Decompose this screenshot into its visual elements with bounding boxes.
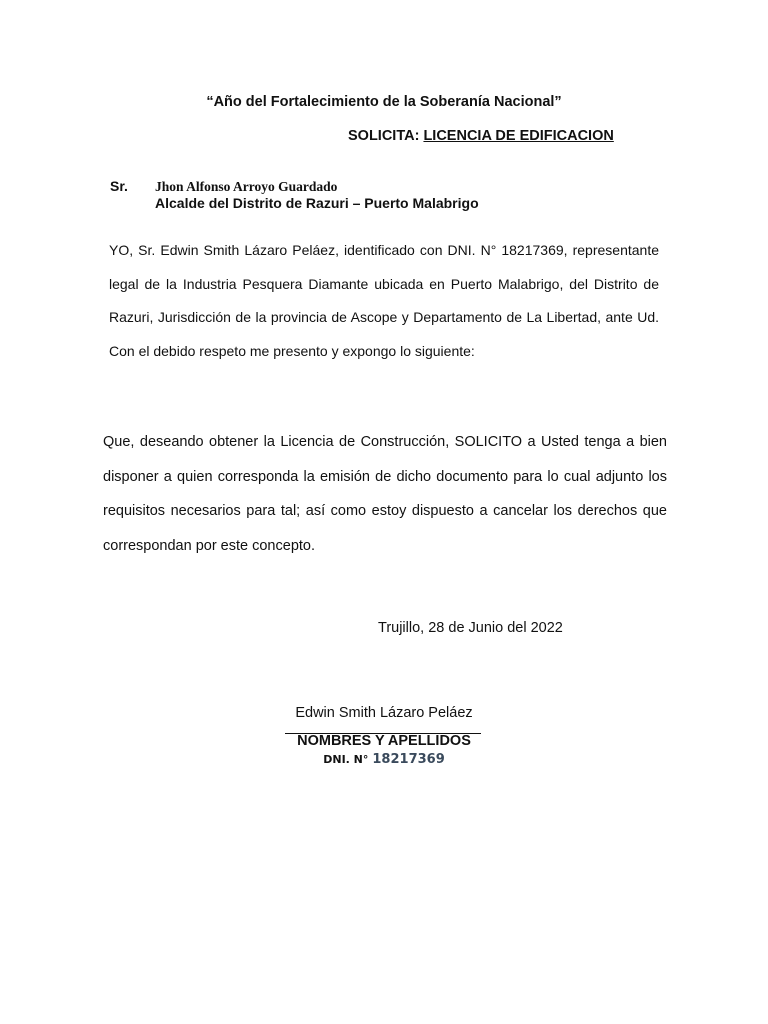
dni-number: 18217369	[372, 752, 445, 767]
solicita-value: LICENCIA DE EDIFICACION	[423, 128, 614, 144]
body-paragraph-introduction: YO, Sr. Edwin Smith Lázaro Peláez, identificado con DNI. N° 18217369, representante legal de la Industria Pesquera Diamante ubicada en Puerto Malabrigo, del Distrito de Razuri, Jurisdicción de la provincia de Ascope y Departamento de La Libertad, ante Ud. Con el debido respeto me presento y expongo lo siguiente:	[109, 242, 659, 359]
recipient-title: Alcalde del Distrito de Razuri – Puerto Malabrigo	[155, 195, 479, 211]
solicita-label: SOLICITA:	[348, 128, 420, 144]
date-line: Trujillo, 28 de Junio del 2022	[378, 620, 563, 636]
dni-label: DNI. N°	[323, 753, 369, 766]
solicita-line	[348, 128, 614, 144]
names-label: NOMBRES Y APELLIDOS	[297, 733, 471, 749]
recipient-salutation: Sr.	[110, 178, 128, 194]
signer-name: Edwin Smith Lázaro Peláez	[295, 705, 473, 721]
recipient-name: Jhon Alfonso Arroyo Guardado	[155, 179, 338, 194]
dni-line	[0, 752, 768, 767]
document-header-year-title: “Año del Fortalecimiento de la Soberanía Nacional”	[206, 94, 562, 110]
body-paragraph-request: Que, deseando obtener la Licencia de Construcción, SOLICITO a Usted tenga a bien disponer a quien corresponda la emisión de dicho documento para lo cual adjunto los requisitos necesarios para tal; así como estoy dispuesto a cancelar los derechos que correspondan por este concepto.	[103, 434, 667, 554]
